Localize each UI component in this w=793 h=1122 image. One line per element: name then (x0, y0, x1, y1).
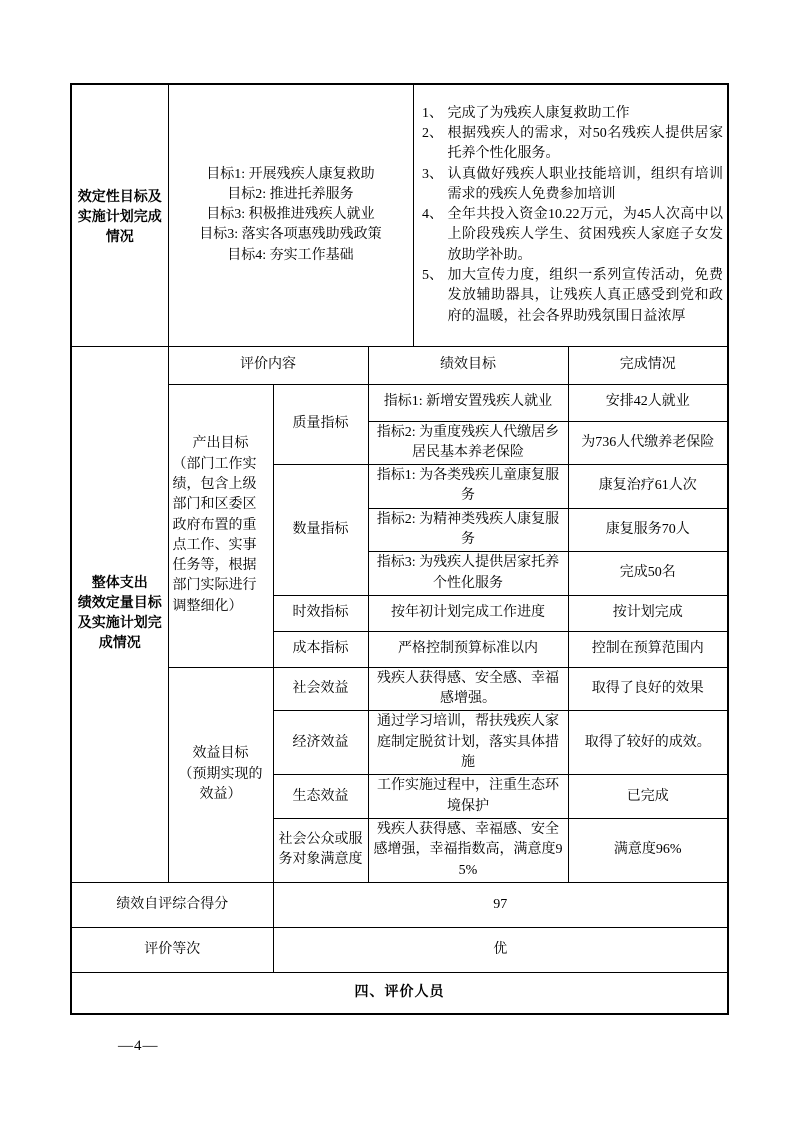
result-text: 完成了为残疾人康复救助工作 (447, 105, 630, 121)
result-item (418, 266, 724, 327)
quantity-target-3: 指标3: 为残疾人提供居家托养个性化服务 (368, 552, 568, 596)
cost-done: 控制在预算范围内 (568, 631, 728, 667)
page-number: —4— (118, 1038, 159, 1054)
ecological-benefit-label: 生态效益 (273, 775, 368, 819)
result-item (418, 124, 724, 165)
result-text: 加大宣传力度，组织一系列宣传活动，免费发放辅助器具，让残疾人真正感受到党和政府的温暖，社会各界助残氛围日益浓厚 (447, 267, 723, 324)
evaluation-table (70, 83, 729, 1015)
result-item (418, 104, 724, 124)
goal-line: 目标4: 夯实工作基础 (227, 247, 354, 263)
personnel-section-title: 四、评价人员 (71, 972, 728, 1014)
cost-indicator-label: 成本指标 (273, 631, 368, 667)
quality-target-2: 指标2: 为重度残疾人代缴居乡居民基本养老保险 (368, 421, 568, 465)
quantity-done-2: 康复服务70人 (568, 508, 728, 552)
header-eval-content: 评价内容 (168, 346, 368, 384)
time-indicator-label: 时效指标 (273, 595, 368, 631)
score-row (71, 882, 728, 927)
goals-cell (168, 84, 413, 346)
time-done: 按计划完成 (568, 595, 728, 631)
quantity-done-3: 完成50名 (568, 552, 728, 596)
quantity-indicator-label: 数量指标 (273, 465, 368, 596)
quantity-target-1: 指标1: 为各类残疾儿童康复服务 (368, 465, 568, 509)
quality-done-2: 为736人代缴养老保险 (568, 421, 728, 465)
grade-label: 评价等次 (71, 927, 273, 972)
satisfaction-target: 残疾人获得感、幸福感、安全感增强，幸福指数高，满意度95% (368, 818, 568, 882)
satisfaction-done: 满意度96% (568, 818, 728, 882)
result-item (418, 165, 724, 206)
social-benefit-label: 社会效益 (273, 667, 368, 711)
benefit-goal-cell (168, 667, 273, 882)
section2-header-row (71, 346, 728, 384)
result-text: 全年共投入资金10.22万元，为45人次高中以上阶段残疾人学生、贫困残疾人家庭子女发放助学补助。 (447, 207, 723, 263)
economic-benefit-label: 经济效益 (273, 711, 368, 775)
economic-benefit-done: 取得了较好的成效。 (568, 711, 728, 775)
goal-line: 目标1: 开展残疾人康复救助 (206, 166, 375, 182)
result-number: 3、 (422, 166, 443, 182)
results-cell (413, 84, 728, 346)
personnel-section-row (71, 972, 728, 1014)
header-performance-target: 绩效目标 (368, 346, 568, 384)
output-goal-cell (168, 384, 273, 667)
ecological-benefit-target: 工作实施过程中，注重生态环境保护 (368, 775, 568, 819)
quality-done-1: 安排42人就业 (568, 384, 728, 421)
ecological-benefit-done: 已完成 (568, 775, 728, 819)
section2-row-header-line2: 绩效定量目标及实施计划完成情况 (77, 595, 162, 652)
score-label: 绩效自评综合得分 (71, 882, 273, 927)
benefit-goal-note: （预期实现的效益） (178, 766, 263, 802)
goal-line: 目标3: 积极推进残疾人就业 (206, 207, 375, 223)
section2-row-header-line1: 整体支出 (91, 575, 148, 591)
result-text: 认真做好残疾人职业技能培训，组织有培训需求的残疾人免费参加培训 (447, 166, 723, 202)
quantity-done-1: 康复治疗61人次 (568, 465, 728, 509)
benefit-goal-title: 效益目标 (192, 746, 249, 762)
quantity-target-2: 指标2: 为精神类残疾人康复服务 (368, 508, 568, 552)
result-item (418, 205, 724, 266)
output-goal-title: 产出目标 (192, 436, 249, 452)
result-text: 根据残疾人的需求，对50名残疾人提供居家托养个性化服务。 (447, 125, 723, 162)
goal-line: 目标2: 推进托养服务 (227, 186, 354, 202)
result-number: 1、 (422, 105, 443, 121)
goal-line: 目标3: 落实各项惠残助残政策 (199, 227, 382, 243)
output-goal-note: （部门工作实绩，包含上级部门和区委区政府布置的重点工作、实事任务等，根据部门实际进行调整细化） (172, 456, 257, 614)
quality-row-1 (71, 384, 728, 421)
social-benefit-done: 取得了良好的效果 (568, 667, 728, 711)
result-number: 2、 (422, 125, 443, 141)
grade-row (71, 927, 728, 972)
section1-row (71, 84, 728, 346)
grade-value: 优 (273, 927, 728, 972)
result-number: 4、 (422, 207, 443, 223)
cost-target: 严格控制预算标准以内 (368, 631, 568, 667)
satisfaction-label: 社会公众或服务对象满意度 (273, 818, 368, 882)
section2-row-header (71, 346, 168, 882)
section1-row-header: 效定性目标及实施计划完成情况 (71, 84, 168, 346)
time-target: 按年初计划完成工作进度 (368, 595, 568, 631)
score-value: 97 (273, 882, 728, 927)
quality-indicator-label: 质量指标 (273, 384, 368, 465)
benefit-row-social (71, 667, 728, 711)
quality-target-1: 指标1: 新增安置残疾人就业 (368, 384, 568, 421)
social-benefit-target: 残疾人获得感、安全感、幸福感增强。 (368, 667, 568, 711)
economic-benefit-target: 通过学习培训，帮扶残疾人家庭制定脱贫计划，落实具体措施 (368, 711, 568, 775)
result-number: 5、 (422, 267, 443, 283)
header-completion: 完成情况 (568, 346, 728, 384)
